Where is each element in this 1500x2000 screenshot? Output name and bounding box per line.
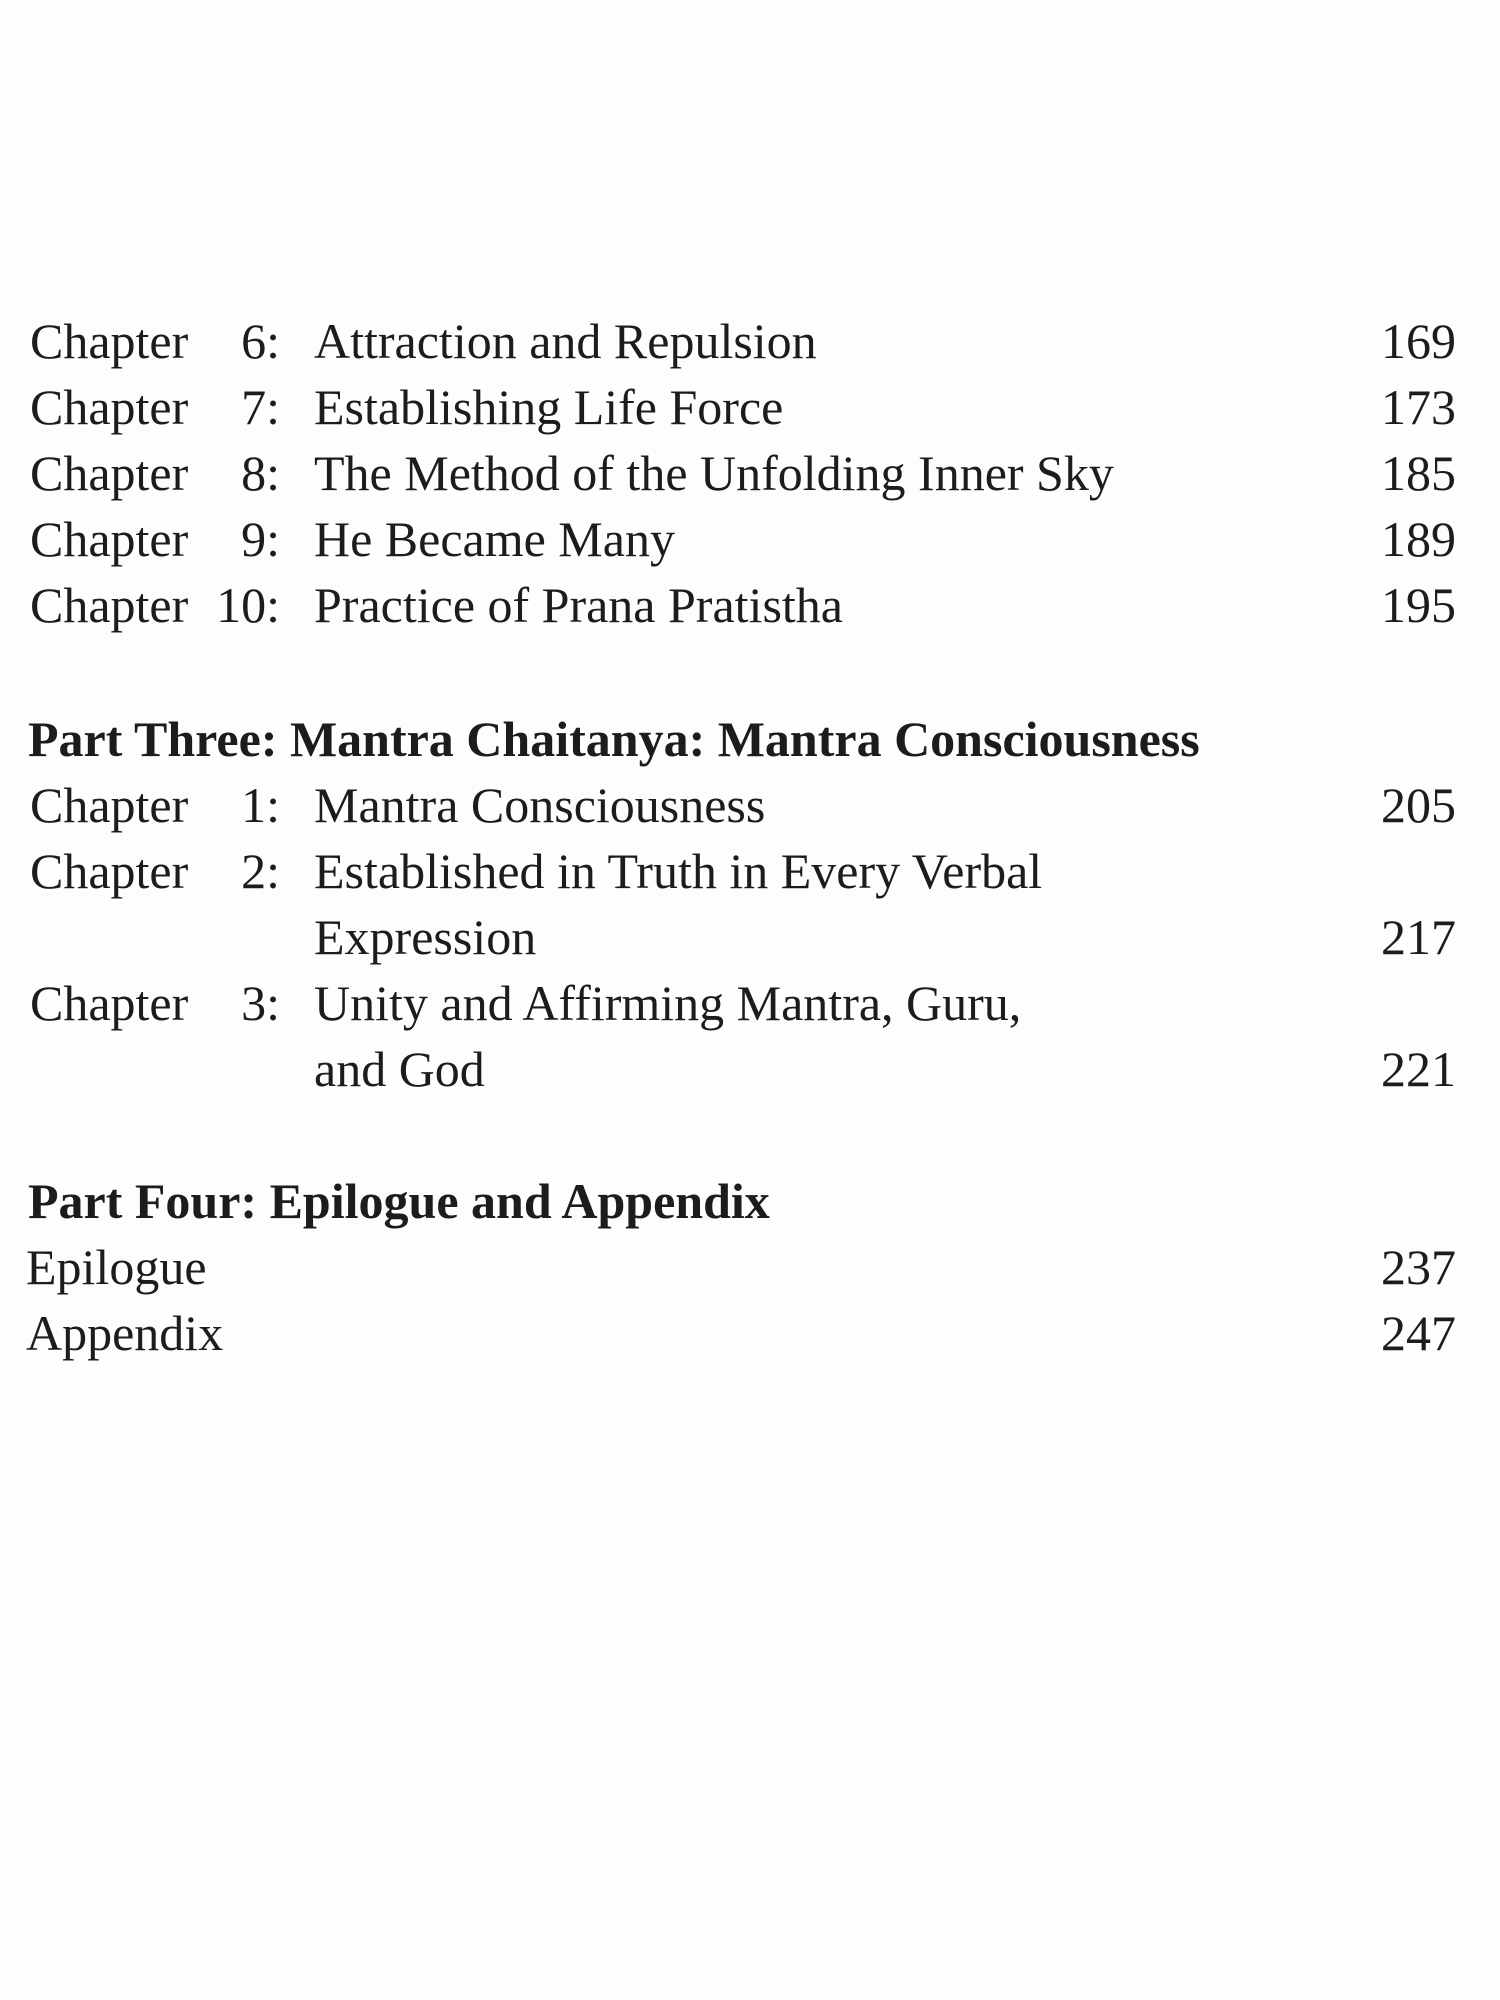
toc-entry-part3-chapter-1 <box>0 772 1500 838</box>
chapter-label: Chapter <box>30 445 189 501</box>
page-number: 237 <box>1381 1239 1456 1295</box>
page-number: 247 <box>1381 1305 1456 1361</box>
chapter-number: 2: <box>241 843 280 899</box>
chapter-title-continuation: and God <box>314 1041 485 1097</box>
toc-entry-appendix <box>0 1300 1500 1366</box>
page-number: 189 <box>1381 511 1456 567</box>
chapter-label: Chapter <box>30 511 189 567</box>
page-number: 185 <box>1381 445 1456 501</box>
chapter-number: 9: <box>241 511 280 567</box>
part-four-heading: Part Four: Epilogue and Appendix <box>28 1173 770 1229</box>
page-number: 205 <box>1381 777 1456 833</box>
toc-entry-chapter-7 <box>0 374 1500 440</box>
toc-entry-part3-chapter-2 <box>0 838 1500 904</box>
chapter-number: 1: <box>241 777 280 833</box>
chapter-number: 10: <box>216 577 280 633</box>
toc-entry-chapter-6 <box>0 308 1500 374</box>
chapter-number: 7: <box>241 379 280 435</box>
page-number: 173 <box>1381 379 1456 435</box>
chapter-title: Establishing Life Force <box>314 379 784 435</box>
page-number: 195 <box>1381 577 1456 633</box>
entry-title: Appendix <box>26 1305 224 1361</box>
toc-entry-epilogue <box>0 1234 1500 1300</box>
chapter-number: 8: <box>241 445 280 501</box>
chapter-title: Unity and Affirming Mantra, Guru, <box>314 975 1022 1031</box>
chapter-label: Chapter <box>30 843 189 899</box>
part-three-heading: Part Three: Mantra Chaitanya: Mantra Consciousness <box>28 711 1200 767</box>
toc-entry-chapter-10 <box>0 572 1500 638</box>
chapter-number: 3: <box>241 975 280 1031</box>
chapter-number: 6: <box>241 313 280 369</box>
chapter-title: He Became Many <box>314 511 675 567</box>
toc-entry-part3-chapter-3 <box>0 970 1500 1036</box>
chapter-title: Attraction and Repulsion <box>314 313 817 369</box>
chapter-title: Established in Truth in Every Verbal <box>314 843 1043 899</box>
entry-title: Epilogue <box>26 1239 207 1295</box>
toc-entry-part3-chapter-3-cont <box>0 1036 1500 1102</box>
chapter-label: Chapter <box>30 379 189 435</box>
chapter-title: Practice of Prana Pratistha <box>314 577 843 633</box>
chapter-title-continuation: Expression <box>314 909 537 965</box>
page-number: 221 <box>1381 1041 1456 1097</box>
chapter-title: Mantra Consciousness <box>314 777 766 833</box>
page-number: 217 <box>1381 909 1456 965</box>
chapter-title: The Method of the Unfolding Inner Sky <box>314 445 1114 501</box>
toc-entry-part3-chapter-2-cont <box>0 904 1500 970</box>
chapter-label: Chapter <box>30 577 189 633</box>
toc-entry-chapter-8 <box>0 440 1500 506</box>
page-number: 169 <box>1381 313 1456 369</box>
chapter-label: Chapter <box>30 777 189 833</box>
toc-entry-chapter-9 <box>0 506 1500 572</box>
chapter-label: Chapter <box>30 313 189 369</box>
chapter-label: Chapter <box>30 975 189 1031</box>
